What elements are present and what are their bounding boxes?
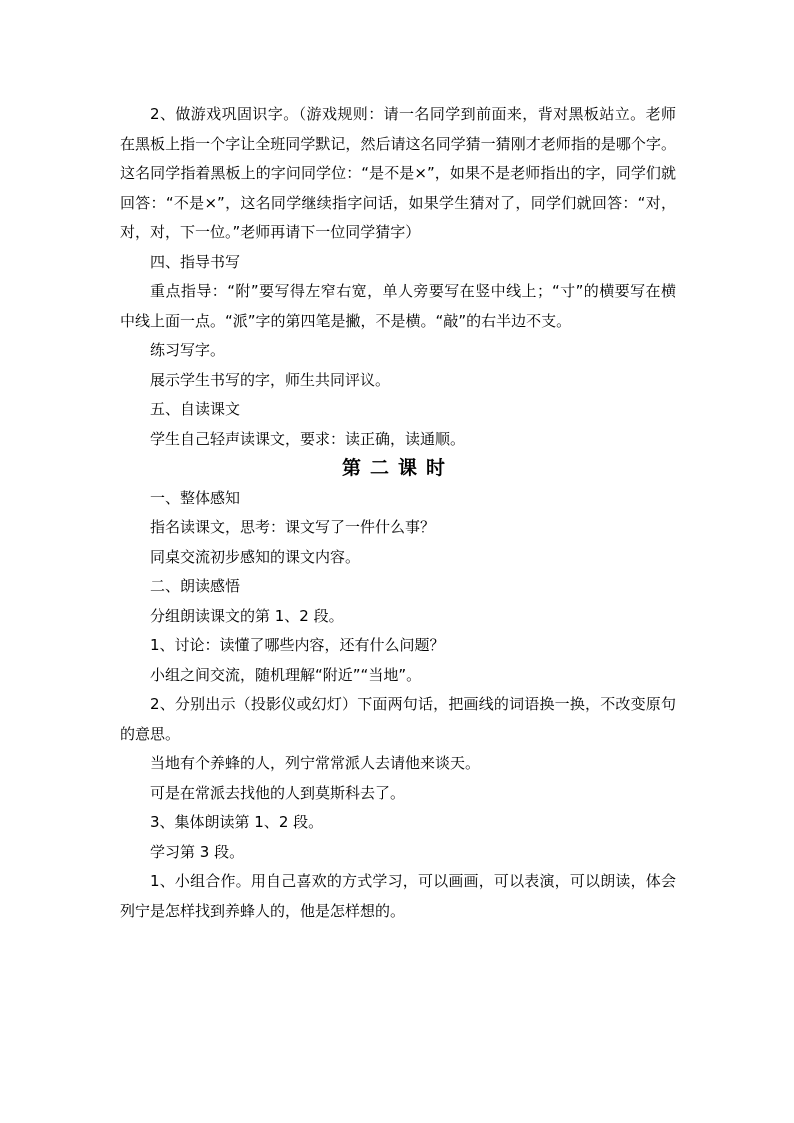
heading-self-reading: 五、自读课文: [150, 400, 241, 418]
study-paragraph-three: 学习第 3 段。: [150, 842, 245, 861]
group-cooperation: 1、小组合作。用自己喜欢的方式学习，可以画画，可以表演，可以朗读，体会列宁是怎样找到养蜂人的，他是怎样想的。: [120, 872, 676, 920]
show-writing: 展示学生书写的字，师生共同评议。: [150, 370, 391, 389]
collective-reading: 3、集体朗读第 1、2 段。: [150, 813, 324, 831]
discussion: 1、讨论：读懂了哪些内容，还有什么问题？: [150, 636, 445, 654]
show-sentences: 2、分别出示（投影仪或幻灯）下面两句话，把画线的词语换一换，不改变原句的意思。: [120, 695, 676, 743]
sentence-two: 可是在常派去找他的人到莫斯科去了。: [150, 783, 406, 802]
sentence-one: 当地有个养蜂的人，列宁常常派人去请他来谈天。: [150, 754, 481, 772]
game-paragraph: 2、做游戏巩固识字。（游戏规则：请一名同学到前面来，背对黑板站立。老师在黑板上指一个字让全班同学默记，然后请这名同学猜一猜刚才老师指的是哪个字。这名同学指着黑板上的字问同学位：“是不是×”，如果不是老师指出的字，同学们就回答：“不是×”，这名同学继续指字问话，如果学生猜对了，同学们就回答：“对，对，对，下一位。”老师再请下一位同学猜字）: [120, 105, 676, 241]
name-reading: 指名读课文，思考：课文写了一件什么事？: [150, 518, 436, 536]
second-lesson-title: 第二课时: [341, 457, 454, 479]
group-reading: 分组朗读课文的第 1、2 段。: [150, 606, 344, 625]
key-guidance-paragraph: 重点指导：“附”要写得左窄右宽，单人旁要写在竖中线上；“寸”的横要写在横中线上面一点。“派”字的第四笔是撇，不是横。“敲”的右半边不支。: [120, 282, 676, 330]
heading-overall-perception: 一、整体感知: [150, 488, 241, 507]
heading-writing-guide: 四、指导书写: [150, 252, 241, 271]
practice-writing: 练习写字。: [150, 341, 226, 359]
heading-reading-perception: 二、朗读感悟: [150, 577, 241, 595]
desk-exchange: 同桌交流初步感知的课文内容。: [150, 547, 361, 566]
group-exchange: 小组之间交流，随机理解“附近”“当地”。: [150, 665, 422, 684]
document-body: [120, 100, 676, 926]
self-reading-paragraph: 学生自己轻声读课文，要求：读正确，读通顺。: [150, 429, 466, 448]
